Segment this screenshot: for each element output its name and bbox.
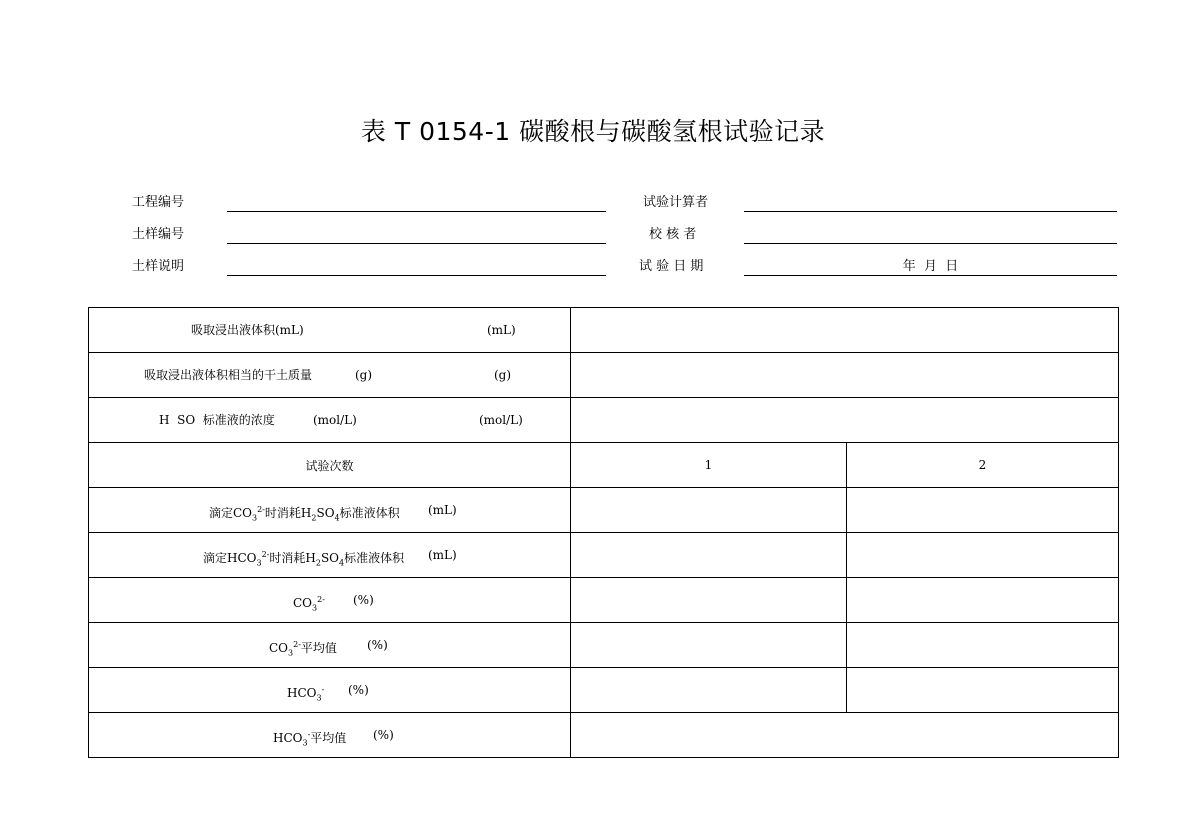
table-row xyxy=(89,353,1119,398)
row-label-cell xyxy=(89,668,571,713)
unit-label: (%) xyxy=(367,638,388,652)
checker-label: 校 核 者 xyxy=(649,227,697,242)
checker-field[interactable] xyxy=(744,227,1117,244)
row-label-cell xyxy=(89,623,571,668)
project-no-field[interactable] xyxy=(227,195,606,212)
sample-desc-label: 土样说明 xyxy=(132,259,185,274)
table-row xyxy=(89,443,1119,488)
value-cell[interactable] xyxy=(571,578,847,623)
sample-no-label: 土样编号 xyxy=(132,227,185,242)
unit-label: (mol/L) xyxy=(479,413,523,427)
test-count-label: 试验次数 xyxy=(89,443,571,488)
value-cell[interactable] xyxy=(847,668,1119,713)
co3-label: $CO_3^{2-}$ xyxy=(293,595,325,613)
titration-co3-label: 滴定$CO_3^{2-}$时消耗$H_2SO_4$标准液体积 xyxy=(209,505,400,523)
value-cell[interactable] xyxy=(847,488,1119,533)
table-row xyxy=(89,308,1119,353)
extract-volume-label: 吸取浸出液体积(mL) xyxy=(191,323,304,337)
value-cell[interactable] xyxy=(571,488,847,533)
record-table xyxy=(88,307,1119,758)
value-cell[interactable] xyxy=(571,668,847,713)
table-row xyxy=(89,578,1119,623)
unit-label: (g) xyxy=(494,368,512,382)
table-row xyxy=(89,713,1119,758)
test-date-label: 试 验 日 期 xyxy=(639,259,704,274)
project-no-label: 工程编号 xyxy=(132,195,185,210)
row-label-cell xyxy=(89,308,571,353)
value-cell[interactable] xyxy=(571,398,1119,443)
table-row xyxy=(89,533,1119,578)
row-label-cell xyxy=(89,398,571,443)
unit-label: (mL) xyxy=(428,548,457,562)
h2so4-concentration-label: H SO 标准液的浓度 xyxy=(159,413,275,427)
titration-hco3-label: 滴定$HCO_3^{2-}$时消耗$H_2SO_4$标准液体积 xyxy=(203,550,405,568)
hco3-label: $HCO_3^-$ xyxy=(287,685,325,703)
value-cell[interactable] xyxy=(847,578,1119,623)
dry-soil-mass-label: 吸取浸出液体积相当的干土质量 xyxy=(144,368,313,382)
table-row xyxy=(89,488,1119,533)
sample-no-field[interactable] xyxy=(227,227,606,244)
table-row xyxy=(89,398,1119,443)
test-col-2: 2 xyxy=(847,443,1119,488)
row-label-cell xyxy=(89,713,571,758)
calculator-field[interactable] xyxy=(744,195,1117,212)
unit-label: (%) xyxy=(348,683,369,697)
value-cell[interactable] xyxy=(571,623,847,668)
value-cell[interactable] xyxy=(847,623,1119,668)
unit-label: (mL) xyxy=(428,503,457,517)
unit-inline: (g) xyxy=(355,368,373,382)
row-label-cell xyxy=(89,353,571,398)
test-col-1: 1 xyxy=(571,443,847,488)
row-label-cell xyxy=(89,578,571,623)
value-cell[interactable] xyxy=(571,353,1119,398)
table-row xyxy=(89,623,1119,668)
value-cell[interactable] xyxy=(847,533,1119,578)
unit-inline: (mol/L) xyxy=(313,413,357,427)
row-label-cell xyxy=(89,533,571,578)
unit-label: (%) xyxy=(353,593,374,607)
unit-label: (%) xyxy=(373,728,394,742)
page-title: 表 T 0154-1 碳酸根与碳酸氢根试验记录 xyxy=(360,117,826,146)
sample-desc-field[interactable] xyxy=(227,259,606,276)
unit-label: (mL) xyxy=(487,323,516,337)
value-cell[interactable] xyxy=(571,308,1119,353)
value-cell[interactable] xyxy=(571,713,1119,758)
test-date-field[interactable]: 年 月 日 xyxy=(744,259,1117,276)
row-label-cell xyxy=(89,488,571,533)
table-row xyxy=(89,668,1119,713)
co3-average-label: $CO_3^{2-}$平均值 xyxy=(269,640,337,658)
value-cell[interactable] xyxy=(571,533,847,578)
calculator-label: 试验计算者 xyxy=(643,195,709,210)
hco3-average-label: $HCO_3^-$平均值 xyxy=(273,730,347,748)
